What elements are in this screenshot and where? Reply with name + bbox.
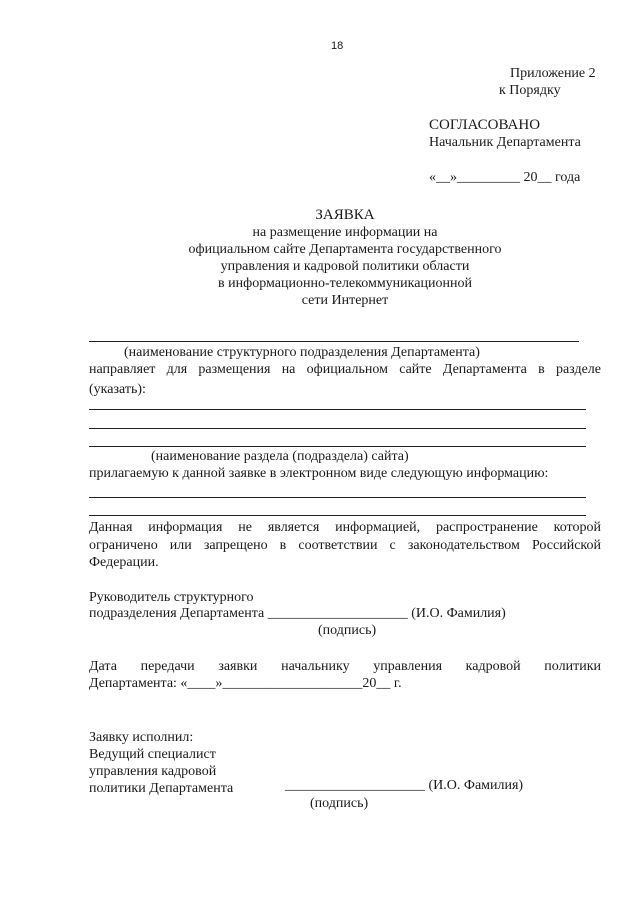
- transfer-line-1: Дата передачи заявки начальнику управления кадровой политики: [89, 659, 601, 674]
- transfer-line-2: Департамента: «____»____________________20__ г.: [89, 676, 402, 691]
- appendix-reference: к Порядку: [499, 83, 561, 98]
- approval-date: «__»_________ 20__ года: [429, 170, 581, 185]
- document-title: ЗАЯВКА: [315, 207, 375, 223]
- title-line-5: сети Интернет: [301, 293, 389, 308]
- title-line-1: на размещение информации на: [252, 225, 438, 240]
- page-number: 18: [331, 40, 344, 52]
- notice-line-1: Данная информация не является информацией, распространение которой: [89, 520, 601, 535]
- info-field-line-2[interactable]: [89, 515, 586, 516]
- title-line-3: управления и кадровой политики области: [220, 259, 470, 274]
- title-line-4: в информационно-телекоммуникационной: [218, 276, 472, 291]
- sends-line-1: направляет для размещения на официальном сайте Департамента в разделе: [89, 362, 601, 377]
- section-name-hint: (наименование раздела (подраздела) сайта): [151, 449, 409, 464]
- executor-line-2: Ведущий специалист: [89, 747, 216, 762]
- section-field-line-2[interactable]: [89, 428, 586, 429]
- appendix-number: Приложение 2: [510, 66, 596, 81]
- department-name-field[interactable]: [89, 341, 579, 342]
- section-field-line-1[interactable]: [89, 409, 586, 410]
- executor-signature-line: ____________________ (И.О. Фамилия): [285, 778, 524, 793]
- info-field-line-1[interactable]: [89, 497, 586, 498]
- notice-line-2: ограничено или запрещено в соответствии с законодательством Российской: [89, 538, 601, 553]
- approval-position: Начальник Департамента: [429, 135, 581, 150]
- department-name-hint: (наименование структурного подразделения Департамента): [124, 345, 480, 360]
- executor-line-3: управления кадровой: [89, 764, 217, 779]
- section-field-line-3[interactable]: [89, 446, 586, 447]
- title-line-2: официальном сайте Департамента государственного: [188, 242, 502, 257]
- attached-info-text: прилагаемую к данной заявке в электронном виде следующую информацию:: [89, 466, 549, 481]
- approval-title: СОГЛАСОВАНО: [429, 117, 541, 133]
- executor-line-1: Заявку исполнил:: [89, 730, 194, 745]
- executor-signature-hint: (подпись): [310, 796, 369, 811]
- head-signature-line: подразделения Департамента ____________________ (И.О. Фамилия): [89, 606, 506, 621]
- sends-line-2: (указать):: [89, 382, 146, 397]
- executor-line-4: политики Департамента: [89, 781, 234, 796]
- head-signature-hint: (подпись): [318, 623, 377, 638]
- notice-line-3: Федерации.: [89, 555, 159, 570]
- head-title-line-1: Руководитель структурного: [89, 590, 254, 605]
